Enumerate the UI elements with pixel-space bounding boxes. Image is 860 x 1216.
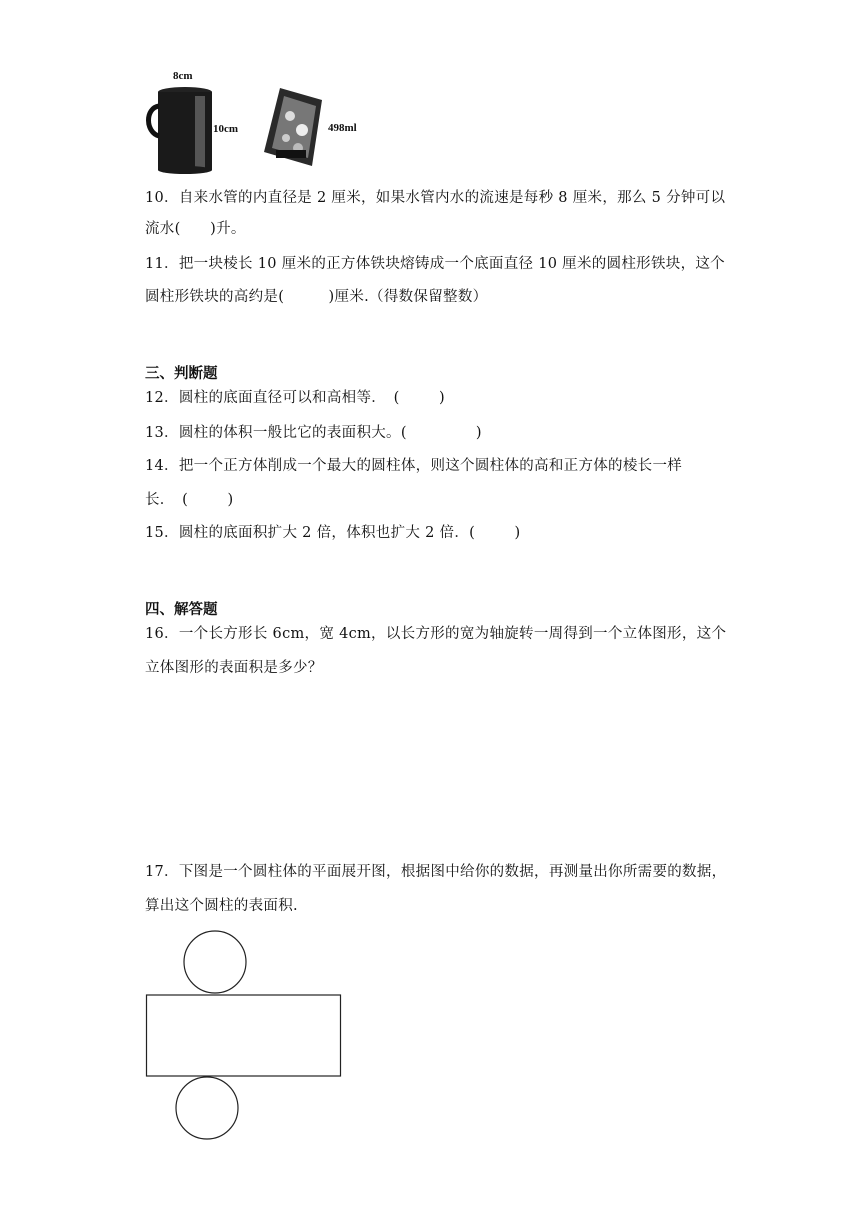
bag-icon	[262, 86, 324, 168]
bag-figure	[262, 86, 382, 168]
section-title-judgement: 三、判断题	[145, 366, 218, 382]
mug-icon	[145, 66, 220, 176]
q13-text: 13．圆柱的体积一般比它的表面积大。( )	[145, 425, 482, 441]
bottom-circle	[176, 1077, 238, 1139]
q17-line1: 17．下图是一个圆柱体的平面展开图，根据图中给你的数据，再测量出你所需要的数据，	[145, 864, 727, 880]
bag-label: 498ml	[328, 122, 357, 134]
q14-line2: 长． ( )	[145, 492, 234, 508]
mug-top-label: 8cm	[173, 70, 193, 82]
top-circle	[184, 931, 246, 993]
q11-line1: 11．把一块棱长 10 厘米的正方体铁块熔铸成一个底面直径 10 厘米的圆柱形铁块，这个	[145, 256, 725, 272]
q10-line2: 流水( )升。	[145, 221, 246, 237]
q10-line1: 10．自来水管的内直径是 2 厘米，如果水管内水的流速是每秒 8 厘米，那么 5 分钟可以	[145, 190, 726, 206]
section-title-answer: 四、解答题	[145, 602, 218, 618]
mug-figure	[145, 66, 239, 176]
cylinder-net-diagram	[145, 928, 345, 1144]
lateral-rectangle	[147, 995, 341, 1076]
q11-line2: 圆柱形铁块的高约是( )厘米.（得数保留整数）	[145, 289, 488, 305]
q16-line2: 立体图形的表面积是多少？	[145, 660, 323, 676]
q17-line2: 算出这个圆柱的表面积.	[145, 898, 298, 914]
q12-text: 12．圆柱的底面直径可以和高相等． ( )	[145, 390, 445, 406]
mug-height-label: 10cm	[213, 123, 239, 135]
q15-text: 15．圆柱的底面积扩大 2 倍，体积也扩大 2 倍．( )	[145, 525, 521, 541]
q14-line1: 14．把一个正方体削成一个最大的圆柱体，则这个圆柱体的高和正方体的棱长一样	[145, 458, 683, 474]
q16-line1: 16．一个长方形长 6cm，宽 4cm，以长方形的宽为轴旋转一周得到一个立体图形，这个	[145, 626, 727, 642]
